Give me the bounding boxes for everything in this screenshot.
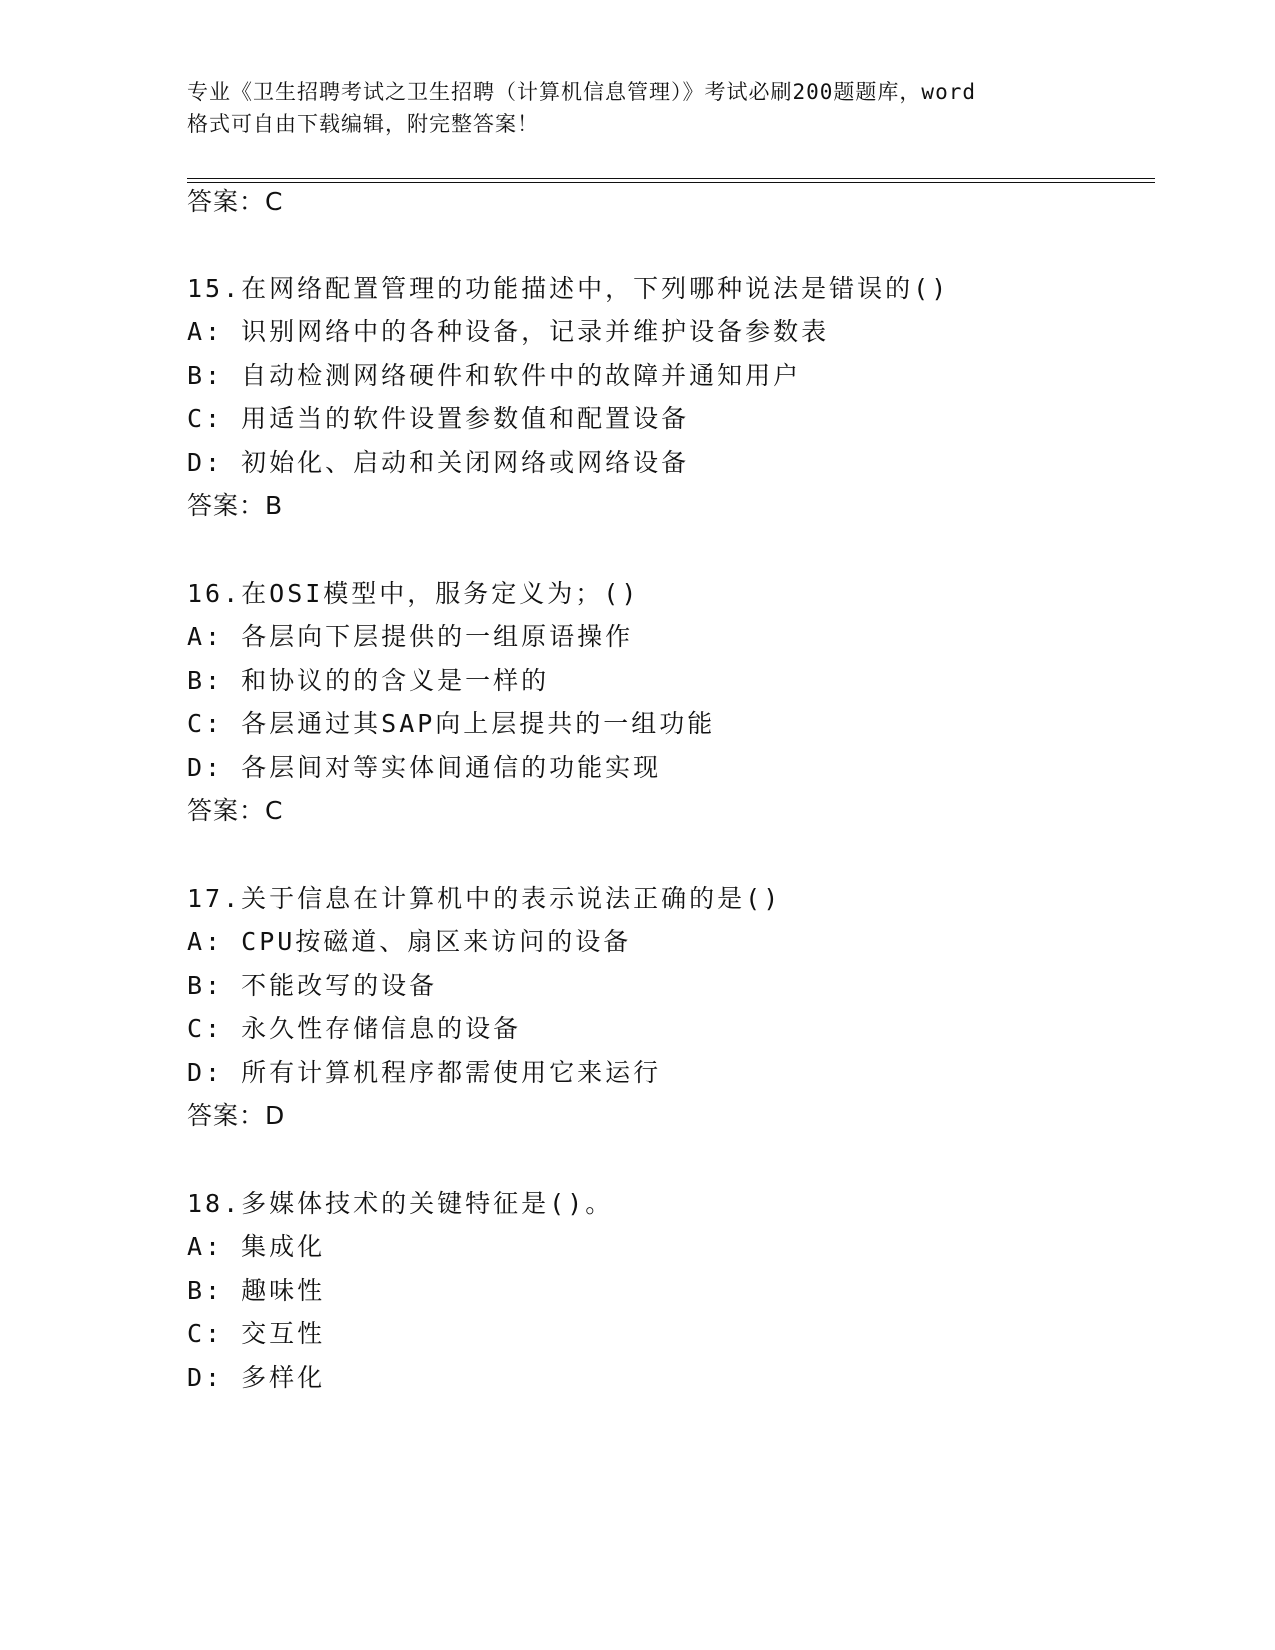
- header-line-2: 格式可自由下载编辑，附完整答案！: [187, 112, 539, 136]
- document-header: [187, 76, 1087, 140]
- header-rule-bottom: [187, 182, 1155, 183]
- question-17-option-c: C: 永久性存储信息的设备: [187, 1014, 522, 1043]
- question-16-answer: 答案：C: [187, 796, 284, 825]
- header-line-1: 专业《卫生招聘考试之卫生招聘（计算机信息管理）》考试必刷200题题库，word: [187, 80, 976, 104]
- answer-previous: 答案：C: [187, 187, 284, 216]
- question-18-option-d: D: 多样化: [187, 1363, 326, 1392]
- question-15-stem: 15.在网络配置管理的功能描述中，下列哪种说法是错误的(): [187, 274, 950, 303]
- question-18-option-c: C: 交互性: [187, 1319, 326, 1348]
- question-15-option-a: A: 识别网络中的各种设备，记录并维护设备参数表: [187, 317, 830, 346]
- question-18-option-b: B: 趣味性: [187, 1276, 326, 1305]
- question-17-option-b: B: 不能改写的设备: [187, 971, 438, 1000]
- question-16-option-c: C: 各层通过其SAP向上层提共的一组功能: [187, 709, 716, 738]
- question-16-option-d: D: 各层间对等实体间通信的功能实现: [187, 753, 662, 782]
- question-16-option-b: B: 和协议的的含义是一样的: [187, 666, 550, 695]
- question-15-answer: 答案：B: [187, 491, 284, 520]
- question-18-option-a: A: 集成化: [187, 1232, 326, 1261]
- question-17-stem: 17.关于信息在计算机中的表示说法正确的是(): [187, 884, 782, 913]
- question-17-answer: 答案：D: [187, 1101, 286, 1130]
- question-15-option-d: D: 初始化、启动和关闭网络或网络设备: [187, 448, 690, 477]
- question-16-option-a: A: 各层向下层提供的一组原语操作: [187, 622, 634, 651]
- question-15-option-b: B: 自动检测网络硬件和软件中的故障并通知用户: [187, 361, 802, 390]
- question-15-option-c: C: 用适当的软件设置参数值和配置设备: [187, 404, 690, 433]
- question-17-option-a: A: CPU按磁道、扇区来访问的设备: [187, 927, 632, 956]
- question-17-option-d: D: 所有计算机程序都需使用它来运行: [187, 1058, 662, 1087]
- question-18-stem: 18.多媒体技术的关键特征是()。: [187, 1189, 614, 1218]
- header-rule-top: [187, 178, 1155, 179]
- question-16-stem: 16.在OSI模型中，服务定义为；(): [187, 579, 640, 608]
